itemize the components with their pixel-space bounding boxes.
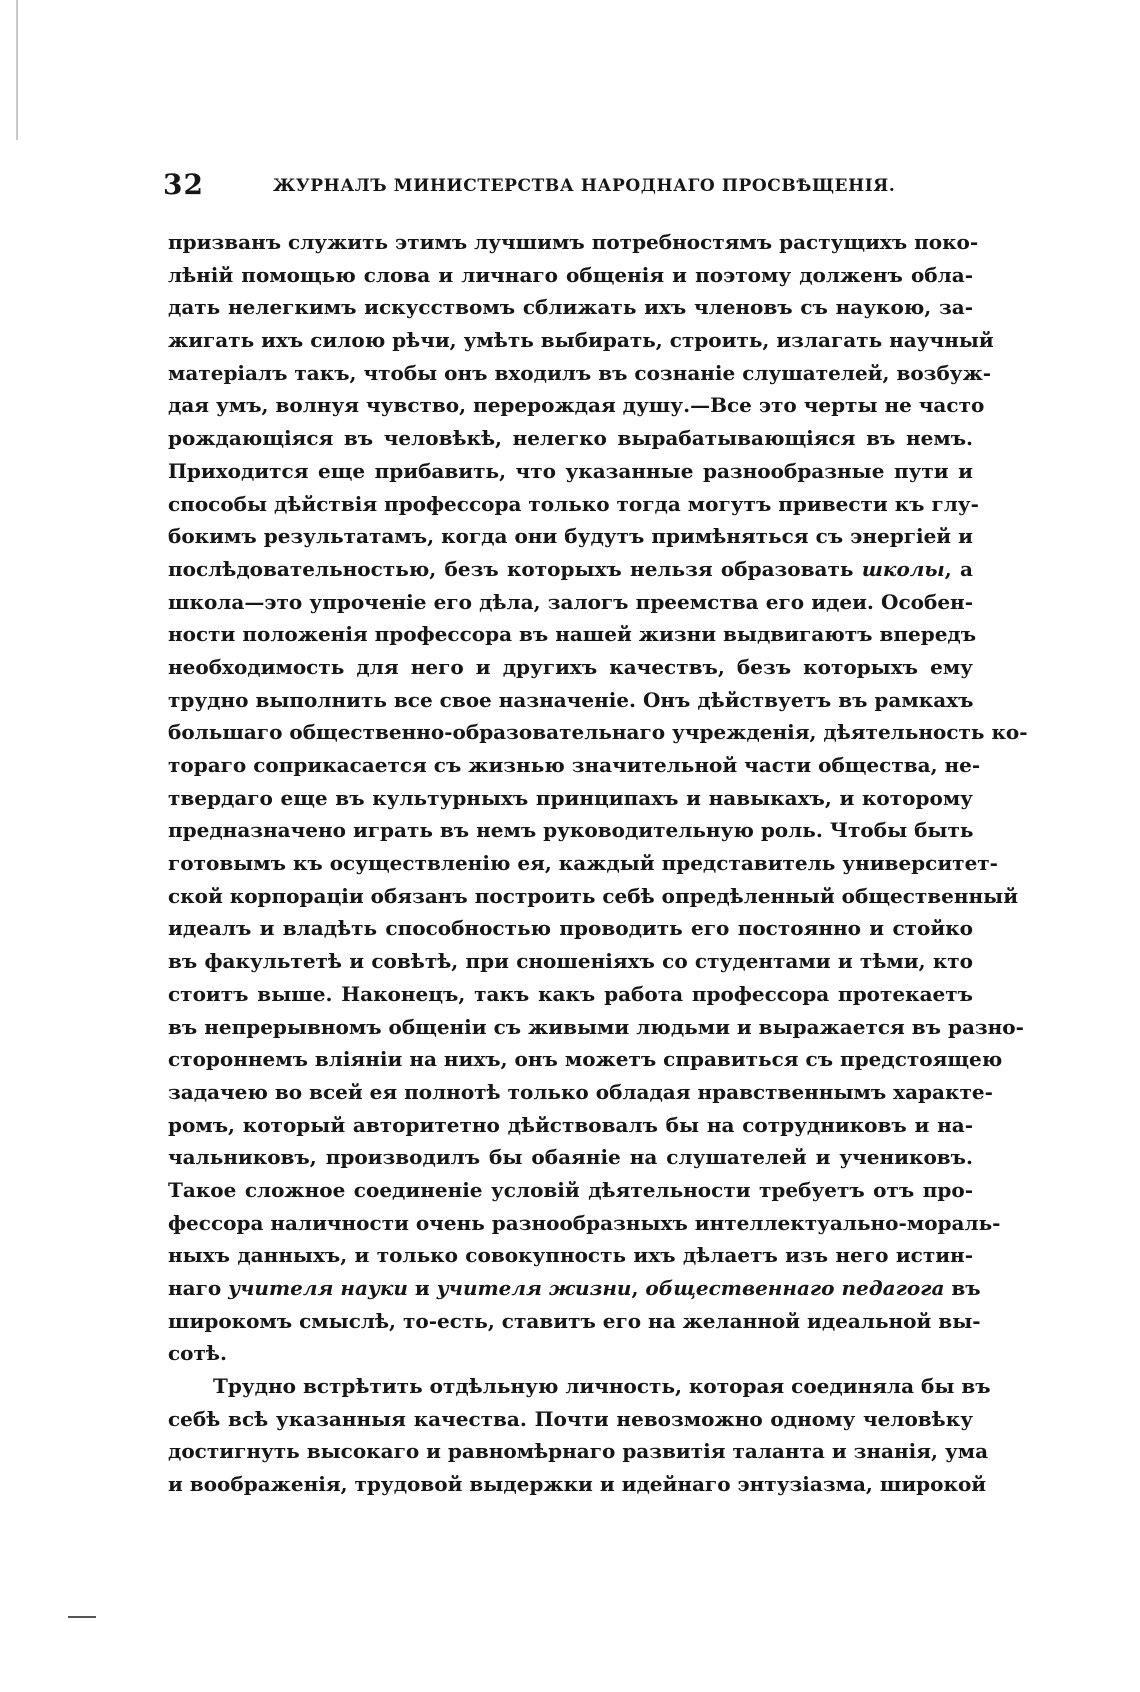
- text-line: въ непрерывномъ общеніи съ живыми людьми и выражается въ разно-: [168, 1014, 1024, 1039]
- text-line: предназначено играть въ немъ руководительную роль. Чтобы быть: [168, 818, 974, 843]
- text-line: ности положенія профессора въ нашей жизни выдвигаютъ впередъ: [168, 622, 977, 647]
- text-line: лѣній помощью слова и личнаго общенія и поэтому долженъ обла-: [168, 262, 973, 287]
- text-run: и: [407, 1276, 437, 1300]
- text-line: Приходится еще прибавить, что указанные разнообразные пути и: [168, 458, 973, 483]
- text-run: ,: [631, 1276, 646, 1300]
- text-line: сотѣ.: [168, 1341, 227, 1366]
- text-run: , а: [944, 556, 973, 581]
- text-line: задачею во всей ея полнотѣ только обладая нравственнымъ характе-: [168, 1079, 993, 1104]
- text-line: призванъ служить этимъ лучшимъ потребностямъ растущихъ поко-: [168, 230, 979, 254]
- emphasis-text: учителя науки: [228, 1276, 408, 1300]
- text-line: твердаго еще въ культурныхъ принципахъ и навыкахъ, и которому: [168, 785, 973, 810]
- text-line: большаго общественно-образовательнаго учрежденія, дѣятельность ко-: [168, 720, 1028, 745]
- scan-edge-line: [16, 0, 18, 140]
- text-line: [168, 1272, 981, 1305]
- text-line: бокимъ результатамъ, когда они будутъ примѣняться съ энергіей и: [168, 524, 973, 549]
- text-line: стоитъ выше. Наконецъ, такъ какъ работа профессора протекаетъ: [168, 981, 973, 1006]
- emphasis-text: учителя жизни: [436, 1276, 632, 1300]
- text-line: себѣ всѣ указанныя качества. Почти невозможно одному человѣку: [168, 1406, 973, 1431]
- text-run: послѣдовательностью, безъ которыхъ нельзя образовать: [168, 556, 862, 581]
- text-line: тораго соприкасается съ жизнью значительной части общества, не-: [168, 753, 981, 777]
- text-line: Трудно встрѣтить отдѣльную личность, которая соединяла бы въ: [213, 1374, 991, 1399]
- text-line: трудно выполнить все свое назначеніе. Онъ дѣйствуетъ въ рамкахъ: [168, 687, 974, 712]
- body-text: [168, 226, 1028, 1501]
- text-line: чальниковъ, производилъ бы обаяніе на слушателей и учениковъ.: [168, 1145, 973, 1170]
- text-line: достигнуть высокаго и равномѣрнаго развитія таланта и знанія, ума: [168, 1439, 989, 1464]
- text-line: ныхъ данныхъ, и только совокупность ихъ дѣлаетъ изъ него истин-: [168, 1243, 973, 1268]
- text-run: въ: [944, 1276, 981, 1300]
- emphasis-text: общественнаго педагога: [645, 1276, 945, 1300]
- emphasis-text: школы: [861, 556, 945, 581]
- text-run: наго: [168, 1276, 229, 1300]
- text-line: фессора наличности очень разнообразныхъ интеллектуально-мораль-: [168, 1210, 1001, 1235]
- text-line: рождающіяся въ человѣкѣ, нелегко вырабатывающіяся въ немъ.: [168, 426, 973, 451]
- scan-foot-mark: [68, 1616, 96, 1618]
- text-line: дать нелегкимъ искусствомъ сближать ихъ членовъ съ наукою, за-: [168, 295, 973, 320]
- text-line: и воображенія, трудовой выдержки и идейнаго энтузіазма, широкой: [168, 1472, 987, 1497]
- text-line: въ факультетѣ и совѣтѣ, при сношеніяхъ со студентами и тѣми, кто: [168, 949, 973, 974]
- text-line: способы дѣйствія профессора только тогда могутъ привести къ глу-: [168, 491, 979, 516]
- text-line: матеріалъ такъ, чтобы онъ входилъ въ сознаніе слушателей, возбуж-: [168, 360, 992, 385]
- text-line: ромъ, который авторитетно дѣйствовалъ бы на сотрудниковъ и на-: [168, 1112, 973, 1137]
- page-number: 32: [163, 168, 204, 201]
- page-header: [163, 168, 963, 208]
- running-title: ЖУРНАЛЪ МИНИСТЕРСТВА НАРОДНАГО ПРОСВѢЩЕНІЯ.: [273, 176, 896, 196]
- text-line: широкомъ смыслѣ, то-есть, ставитъ его на желанной идеальной вы-: [168, 1308, 981, 1333]
- text-line: Такое сложное соединеніе условій дѣятельности требуетъ отъ про-: [168, 1177, 973, 1202]
- text-line: жигать ихъ силою рѣчи, умѣть выбирать, строить, излагать научный: [168, 328, 994, 353]
- text-line: дая умъ, волнуя чувство, перерождая душу.—Все это черты не часто: [168, 393, 985, 418]
- text-line: [168, 553, 973, 586]
- text-line: школа—это упроченіе его дѣла, залогъ преемства его идеи. Особен-: [168, 589, 973, 614]
- text-line: необходимость для него и другихъ качествъ, безъ которыхъ ему: [168, 654, 973, 679]
- text-line: стороннемъ вліяніи на нихъ, онъ можетъ справиться съ предстоящею: [168, 1047, 1003, 1072]
- text-line: готовымъ къ осуществленію ея, каждый представитель университет-: [168, 851, 998, 876]
- text-line: ской корпораціи обязанъ построить себѣ опредѣленный общественный: [168, 883, 1019, 908]
- text-line: идеалъ и владѣть способностью проводить его постоянно и стойко: [168, 916, 973, 941]
